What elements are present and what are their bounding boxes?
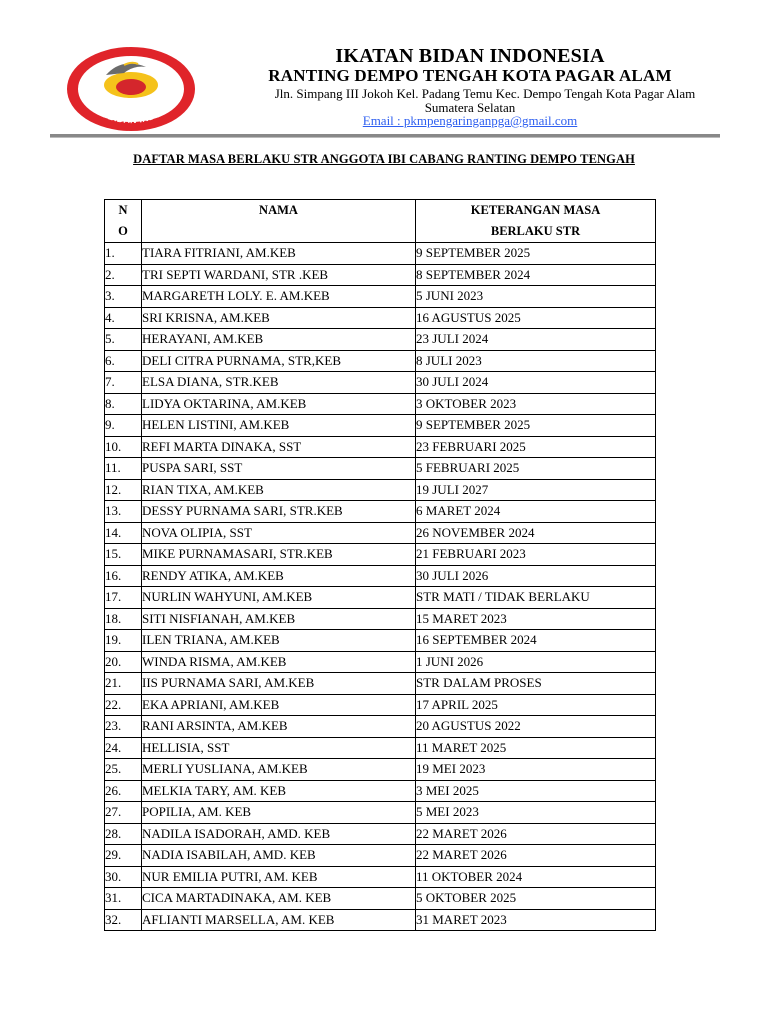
- str-validity: 16 SEPTEMBER 2024: [416, 630, 656, 652]
- member-name: NADILA ISADORAH, AMD. KEB: [142, 823, 416, 845]
- row-number: 10.: [105, 436, 142, 458]
- table-row: [105, 565, 656, 587]
- document-title: DAFTAR MASA BERLAKU STR ANGGOTA IBI CABANG RANTING DEMPO TENGAH: [133, 152, 635, 166]
- table-row: [105, 630, 656, 652]
- str-validity: 3 MEI 2025: [416, 780, 656, 802]
- str-validity: 5 JUNI 2023: [416, 286, 656, 308]
- ibi-emblem-icon: [64, 45, 198, 133]
- address-line-2: Sumatera Selatan: [424, 100, 516, 115]
- str-validity: 9 SEPTEMBER 2025: [416, 415, 656, 437]
- member-name: ELSA DIANA, STR.KEB: [142, 372, 416, 394]
- str-validity: 1 JUNI 2026: [416, 651, 656, 673]
- str-validity: 11 OKTOBER 2024: [416, 866, 656, 888]
- table-row: [105, 780, 656, 802]
- str-validity: 21 FEBRUARI 2023: [416, 544, 656, 566]
- row-number: 14.: [105, 522, 142, 544]
- table-row: [105, 888, 656, 910]
- table-row: [105, 393, 656, 415]
- str-validity: 3 OKTOBER 2023: [416, 393, 656, 415]
- row-number: 30.: [105, 866, 142, 888]
- str-validity: 5 MEI 2023: [416, 802, 656, 824]
- str-validity: 20 AGUSTUS 2022: [416, 716, 656, 738]
- row-number: 31.: [105, 888, 142, 910]
- member-name: MELKIA TARY, AM. KEB: [142, 780, 416, 802]
- table-row: [105, 522, 656, 544]
- table-row: [105, 759, 656, 781]
- row-number: 25.: [105, 759, 142, 781]
- table-row: [105, 350, 656, 372]
- row-number: 18.: [105, 608, 142, 630]
- row-number: 6.: [105, 350, 142, 372]
- member-name: IIS PURNAMA SARI, AM.KEB: [142, 673, 416, 695]
- table-body: [105, 243, 656, 931]
- member-name: WINDA RISMA, AM.KEB: [142, 651, 416, 673]
- table-row: [105, 415, 656, 437]
- member-name: MIKE PURNAMASARI, STR.KEB: [142, 544, 416, 566]
- member-name: RANI ARSINTA, AM.KEB: [142, 716, 416, 738]
- member-name: LIDYA OKTARINA, AM.KEB: [142, 393, 416, 415]
- row-number: 16.: [105, 565, 142, 587]
- row-number: 21.: [105, 673, 142, 695]
- str-validity: 6 MARET 2024: [416, 501, 656, 523]
- member-name: SITI NISFIANAH, AM.KEB: [142, 608, 416, 630]
- branch-name: RANTING DEMPO TENGAH KOTA PAGAR ALAM: [268, 66, 672, 85]
- member-name: EKA APRIANI, AM.KEB: [142, 694, 416, 716]
- str-validity: 30 JULI 2026: [416, 565, 656, 587]
- row-number: 2.: [105, 264, 142, 286]
- column-header-no: N O: [105, 200, 142, 243]
- member-name: HELEN LISTINI, AM.KEB: [142, 415, 416, 437]
- row-number: 12.: [105, 479, 142, 501]
- member-name: AFLIANTI MARSELLA, AM. KEB: [142, 909, 416, 931]
- member-name: MARGARETH LOLY. E. AM.KEB: [142, 286, 416, 308]
- column-header-name: NAMA: [142, 200, 416, 243]
- row-number: 15.: [105, 544, 142, 566]
- table-row: [105, 544, 656, 566]
- member-name: NOVA OLIPIA, SST: [142, 522, 416, 544]
- member-name: REFI MARTA DINAKA, SST: [142, 436, 416, 458]
- str-validity: 30 JULI 2024: [416, 372, 656, 394]
- row-number: 3.: [105, 286, 142, 308]
- row-number: 9.: [105, 415, 142, 437]
- row-number: 22.: [105, 694, 142, 716]
- table-row: [105, 458, 656, 480]
- table-row: [105, 329, 656, 351]
- table-row: [105, 243, 656, 265]
- table-row: [105, 823, 656, 845]
- member-name: RENDY ATIKA, AM.KEB: [142, 565, 416, 587]
- member-name: NADIA ISABILAH, AMD. KEB: [142, 845, 416, 867]
- table-row: [105, 673, 656, 695]
- table-row: [105, 845, 656, 867]
- row-number: 19.: [105, 630, 142, 652]
- email-link[interactable]: Email : pkmpengaringanpga@gmail.com: [362, 113, 578, 128]
- email-line: [205, 113, 735, 129]
- str-validity: 23 JULI 2024: [416, 329, 656, 351]
- member-name: TRI SEPTI WARDANI, STR .KEB: [142, 264, 416, 286]
- str-validity: 17 APRIL 2025: [416, 694, 656, 716]
- table-row: [105, 866, 656, 888]
- row-number: 23.: [105, 716, 142, 738]
- member-name: MERLI YUSLIANA, AM.KEB: [142, 759, 416, 781]
- organization-logo: [64, 45, 198, 133]
- row-number: 7.: [105, 372, 142, 394]
- member-name: POPILIA, AM. KEB: [142, 802, 416, 824]
- row-number: 26.: [105, 780, 142, 802]
- letterhead-divider: [50, 134, 720, 138]
- member-name: HELLISIA, SST: [142, 737, 416, 759]
- column-header-validity: KETERANGAN MASA BERLAKU STR: [416, 200, 656, 243]
- str-validity: 9 SEPTEMBER 2025: [416, 243, 656, 265]
- row-number: 27.: [105, 802, 142, 824]
- table-row: [105, 307, 656, 329]
- member-name: HERAYANI, AM.KEB: [142, 329, 416, 351]
- table-row: [105, 501, 656, 523]
- str-validity: STR MATI / TIDAK BERLAKU: [416, 587, 656, 609]
- member-name: PUSPA SARI, SST: [142, 458, 416, 480]
- member-name: NURLIN WAHYUNI, AM.KEB: [142, 587, 416, 609]
- member-name: CICA MARTADINAKA, AM. KEB: [142, 888, 416, 910]
- str-validity: 5 OKTOBER 2025: [416, 888, 656, 910]
- str-validity: 19 JULI 2027: [416, 479, 656, 501]
- table-row: [105, 694, 656, 716]
- row-number: 13.: [105, 501, 142, 523]
- row-number: 24.: [105, 737, 142, 759]
- str-validity: 22 MARET 2026: [416, 845, 656, 867]
- row-number: 11.: [105, 458, 142, 480]
- member-name: DELI CITRA PURNAMA, STR,KEB: [142, 350, 416, 372]
- organization-name: IKATAN BIDAN INDONESIA: [335, 45, 605, 67]
- str-validity: 8 JULI 2023: [416, 350, 656, 372]
- str-validity: 15 MARET 2023: [416, 608, 656, 630]
- table-row: [105, 587, 656, 609]
- member-name: NUR EMILIA PUTRI, AM. KEB: [142, 866, 416, 888]
- table-row: [105, 436, 656, 458]
- table-row: [105, 286, 656, 308]
- member-name: ILEN TRIANA, AM.KEB: [142, 630, 416, 652]
- table-row: [105, 802, 656, 824]
- str-validity: 16 AGUSTUS 2025: [416, 307, 656, 329]
- row-number: 1.: [105, 243, 142, 265]
- table-header-row: [105, 200, 656, 243]
- table-row: [105, 608, 656, 630]
- address-line-1: Jln. Simpang III Jokoh Kel. Padang Temu Kec. Dempo Tengah Kota Pagar Alam: [274, 86, 696, 101]
- table-row: [105, 909, 656, 931]
- str-validity: 22 MARET 2026: [416, 823, 656, 845]
- row-number: 17.: [105, 587, 142, 609]
- table-row: [105, 716, 656, 738]
- member-name: DESSY PURNAMA SARI, STR.KEB: [142, 501, 416, 523]
- str-validity: 26 NOVEMBER 2024: [416, 522, 656, 544]
- row-number: 32.: [105, 909, 142, 931]
- row-number: 5.: [105, 329, 142, 351]
- row-number: 28.: [105, 823, 142, 845]
- table-row: [105, 264, 656, 286]
- str-validity: STR DALAM PROSES: [416, 673, 656, 695]
- row-number: 20.: [105, 651, 142, 673]
- str-validity: 8 SEPTEMBER 2024: [416, 264, 656, 286]
- svg-text:IKATAN BIDAN INDONESIA: IKATAN BIDAN INDONESIA: [80, 90, 182, 126]
- str-validity: 31 MARET 2023: [416, 909, 656, 931]
- table-row: [105, 479, 656, 501]
- str-validity: 11 MARET 2025: [416, 737, 656, 759]
- member-name: SRI KRISNA, AM.KEB: [142, 307, 416, 329]
- member-name: TIARA FITRIANI, AM.KEB: [142, 243, 416, 265]
- row-number: 4.: [105, 307, 142, 329]
- row-number: 29.: [105, 845, 142, 867]
- table-row: [105, 737, 656, 759]
- str-validity: 5 FEBRUARI 2025: [416, 458, 656, 480]
- row-number: 8.: [105, 393, 142, 415]
- member-name: RIAN TIXA, AM.KEB: [142, 479, 416, 501]
- str-validity: 19 MEI 2023: [416, 759, 656, 781]
- table-row: [105, 372, 656, 394]
- str-validity: 23 FEBRUARI 2025: [416, 436, 656, 458]
- str-validity-table: [104, 199, 656, 931]
- table-row: [105, 651, 656, 673]
